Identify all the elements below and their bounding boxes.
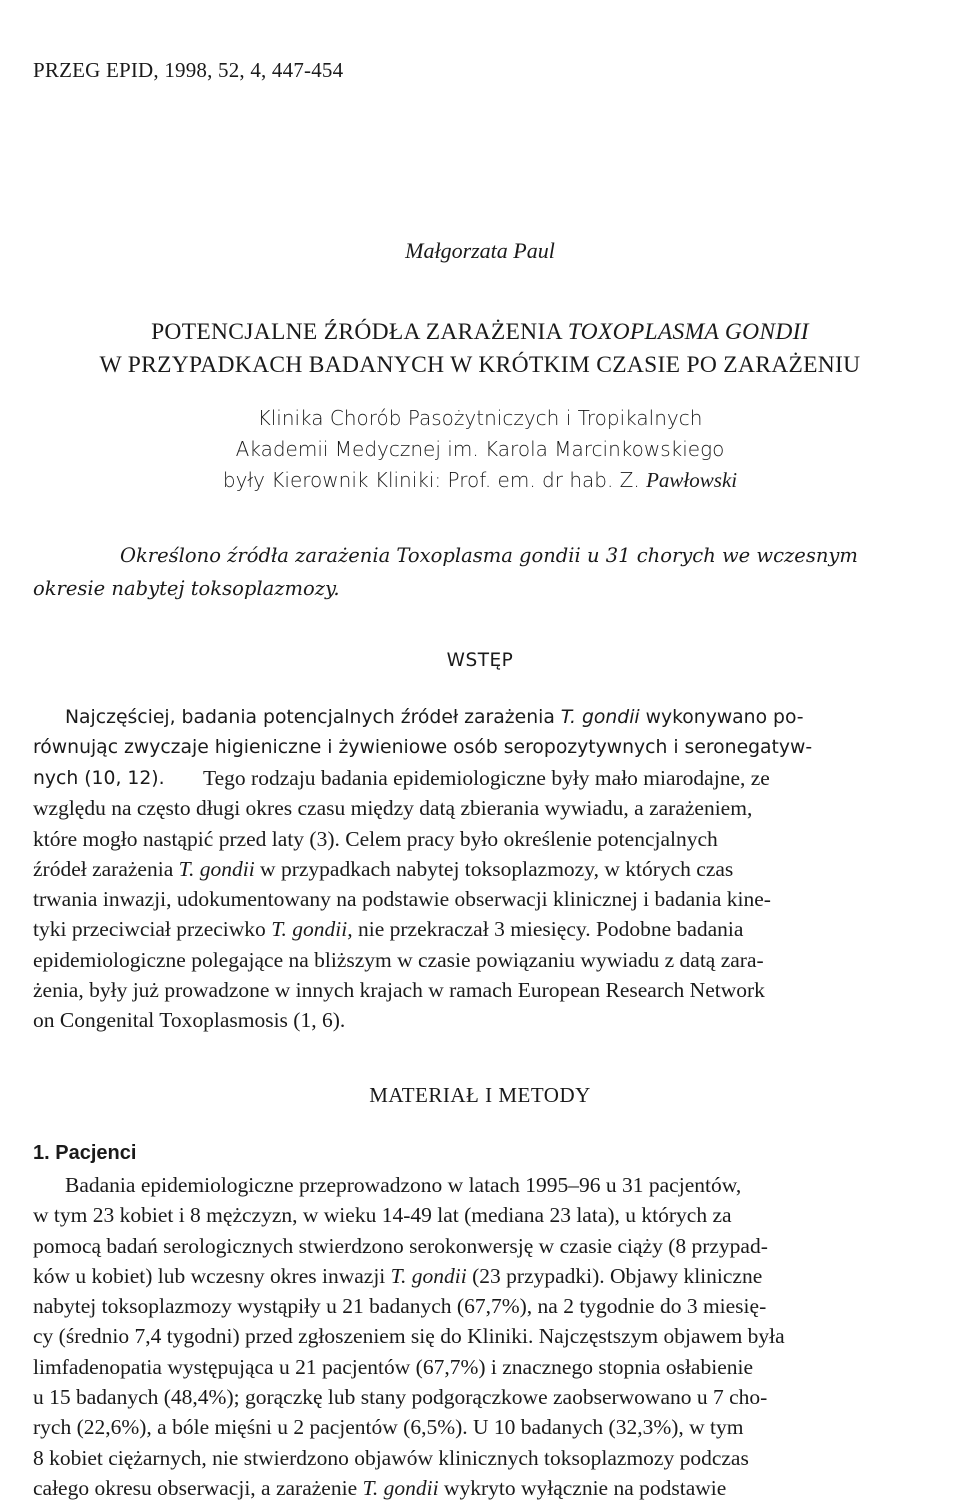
intro-line [203, 763, 960, 793]
methods-line: u 15 badanych (48,4%); gorączkę lub stany podgorączkowe zaobserwowano u 7 cho- [33, 1385, 768, 1410]
intro-text: nie przekraczał 3 miesięcy. Podobne badania [352, 917, 744, 942]
methods-text: wykryto wyłącznie na podstawie [438, 1475, 727, 1500]
intro-text: Tego rodzaju badania epidemiologiczne były mało miarodajne, ze [203, 766, 770, 790]
intro-line: epidemiologiczne polegające na bliższym w czasie powiązaniu wywiadu z datą zara- [33, 947, 764, 972]
methods-line: w tym 23 kobiet i 8 mężczyzn, w wieku 14-49 lat (mediana 23 lata), u których za [33, 1203, 732, 1228]
methods-line: pomocą badań serologicznych stwierdzono serokonwersję w czasie ciąży (8 przypad- [33, 1233, 768, 1258]
abstract [33, 539, 960, 605]
subsection-heading-patients: 1. Pacjenci [33, 1142, 137, 1164]
intro-line [33, 914, 960, 944]
intro-line: które mogło nastąpić przed laty (3). Celem pracy było określenie potencjalnych [33, 826, 718, 851]
methods-species: T. gondii [362, 1475, 439, 1500]
intro-species: T. gondii [178, 856, 255, 881]
affiliation [20, 403, 940, 496]
title-line-1-species: TOXOPLASMA GONDII [567, 319, 809, 345]
author-name: Małgorzata Paul [405, 238, 555, 263]
intro-text: w przypadkach nabytej toksoplazmozy, w których czas [254, 856, 734, 881]
section-heading-intro: WSTĘP [446, 650, 514, 671]
methods-species: T. gondii [390, 1263, 467, 1288]
intro-species: T. gondii, [271, 917, 353, 942]
methods-text: całego okresu obserwacji, a zarażenie [33, 1475, 363, 1500]
methods-line: nabytej toksoplazmozy wystąpiły u 21 badanych (67,7%), na 2 tygodnie do 3 miesię- [33, 1294, 767, 1319]
intro-line: żenia, były już prowadzone w innych krajach w ramach European Research Network [33, 978, 765, 1003]
affiliation-line-1: Klinika Chorób Pasożytniczych i Tropikalnych [257, 406, 703, 430]
title-line-1 [20, 316, 940, 349]
title-line-1-text: POTENCJALNE ŹRÓDŁA ZARAŻENIA [151, 319, 568, 345]
intro-text: źródeł zarażenia [33, 856, 179, 881]
intro-line: trwania inwazji, udokumentowany na podstawie obserwacji klinicznej i badania kine- [33, 887, 771, 912]
methods-line: limfadenopatia występująca u 21 pacjentów (67,7%) i znacznego stopnia osłabienie [33, 1354, 753, 1379]
methods-line: Badania epidemiologiczne przeprowadzono w latach 1995–96 u 31 pacjentów, [65, 1173, 742, 1197]
methods-line: rych (22,6%), a bóle mięśni u 2 pacjentów (6,5%). U 10 badanych (32,3%), w tym [33, 1415, 744, 1440]
journal-reference: PRZEG EPID, 1998, 52, 4, 447-454 [33, 58, 344, 82]
article-title [20, 316, 940, 382]
affiliation-head-name: Pawłowski [646, 468, 738, 492]
methods-text: ków u kobiet) lub wczesny okres inwazji [33, 1263, 391, 1288]
abstract-line-2: okresie nabytej toksoplazmozy. [33, 577, 340, 600]
affiliation-line-3-text: były Kierownik Kliniki: Prof. em. dr hab. Z. [222, 468, 647, 492]
intro-text: tyki przeciwciał przeciwko [33, 917, 272, 942]
methods-line [33, 1473, 960, 1503]
methods-line: 8 kobiet ciężarnych, nie stwierdzono objawów klinicznych toksoplazmozy podczas [33, 1445, 749, 1470]
affiliation-line-2: Akademii Medycznej im. Karola Marcinkowskiego [235, 437, 725, 461]
intro-text: wykonywano po- [639, 707, 804, 728]
intro-line [33, 854, 960, 884]
affiliation-line-3 [20, 465, 940, 496]
methods-text: (23 przypadki). Objawy kliniczne [466, 1263, 763, 1288]
intro-line: względu na często długi okres czasu między datą zbierania wywiadu, a zarażeniem, [33, 796, 753, 821]
intro-line: równując zwyczaje higieniczne i żywieniowe osób seropozytywnych i seronegatyw- [33, 737, 813, 759]
title-line-2: W PRZYPADKACH BADANYCH W KRÓTKIM CZASIE PO ZARAŻENIU [99, 352, 861, 378]
abstract-line-1: Określono źródła zarażenia Toxoplasma gondii u 31 chorych we wczesnym [120, 544, 858, 567]
methods-line: cy (średnio 7,4 tygodni) przed zgłoszeniem się do Kliniki. Najczęstszym objawem była [33, 1324, 785, 1349]
intro-species: T. gondii [560, 707, 640, 728]
methods-line [33, 1261, 960, 1291]
intro-line: on Congenital Toxoplasmosis (1, 6). [33, 1008, 346, 1033]
intro-line [33, 703, 960, 733]
section-heading-methods: MATERIAŁ I METODY [369, 1083, 591, 1107]
intro-line: nych (10, 12). [33, 767, 165, 789]
methods-paragraph [33, 1170, 960, 1503]
intro-text: Najczęściej, badania potencjalnych źródeł zarażenia [65, 707, 561, 728]
